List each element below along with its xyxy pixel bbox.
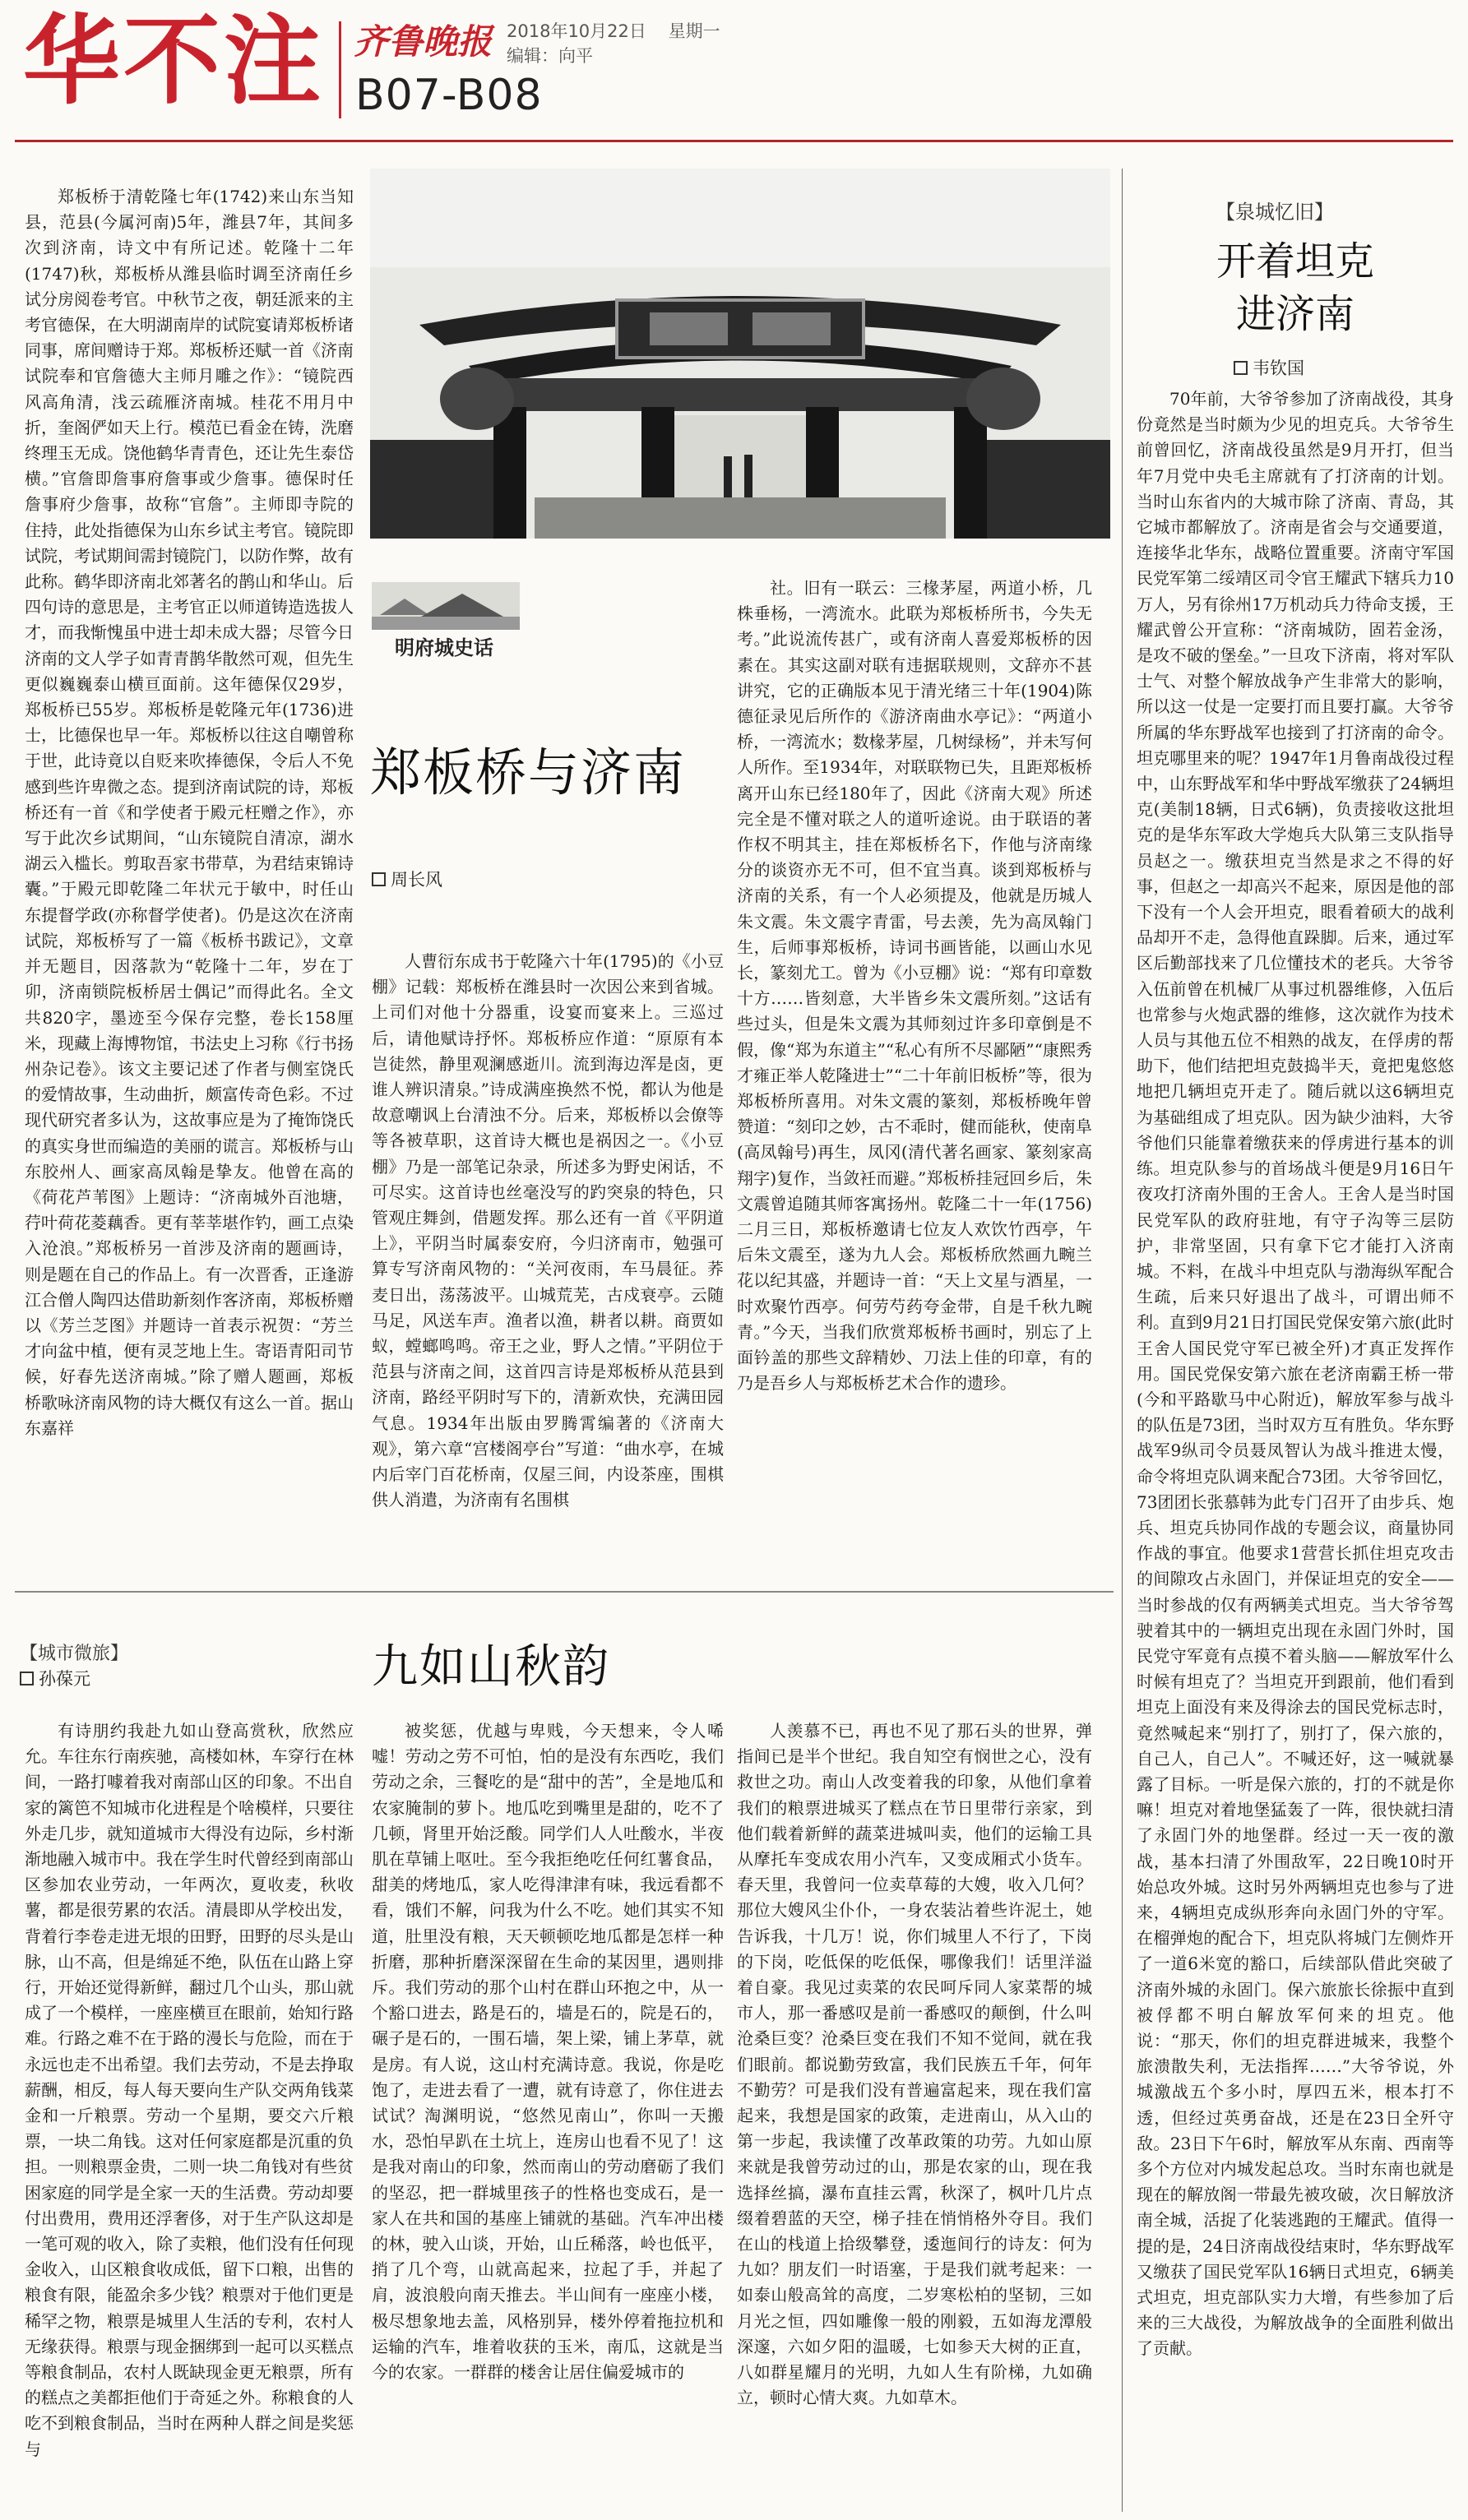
article1-col2-text: 人曹衍东成书于乾隆六十年(1795)的《小豆棚》记载：郑板桥在潍县时一次因公来到省城。上司们对他十分器重，设宴而宴来上。三巡过后，请他赋诗抒怀。郑板桥应作道：“原原有本岂徒然，静里观澜感逝川。流到海边浑是卤，更谁人辨识清泉。”诗成满座换然不悦，都认为他是故意嘲讽上台清浊不分。后来，郑板桥以会僚等等各被草职，这首诗大概也是祸因之一。《小豆棚》乃是一部笔记杂录，所述多为野史闲话，不可尽实。这首诗也丝毫没写的趵突泉的特色，只管观庄舞剑，借题发挥。那么还有一首《平阴道上》，平阴当时属泰安府，今归济南市，勉强可算专写济南风物的：“关河夜雨，车马晨征。荞麦日出，荡荡波平。山城荒芜，古戍衰亭。云随马足，风送车声。渔者以渔，耕者以耕。商贾如蚁，螳螂鸣鸣。帝王之业，野人之情。”平阴位于范县与济南之间，这首四言诗是郑板桥从范县到济南，路经平阴时写下的，清新欢快，充满田园气息。1934年出版由罗腾霄编著的《济南大观》，第六章“宫楼阁亭台”写道：“曲水亭，在城内后宰门百花桥南，仅屋三间，内设茶座，围棋供人消遣，为济南有名围棋 <box>372 951 724 1510</box>
article3-column-2 <box>372 1718 724 2512</box>
column-divider <box>1122 169 1123 2512</box>
byline-square-icon <box>372 872 386 886</box>
article2-title-line1: 开着坦克 <box>1216 238 1374 284</box>
article2-author: 韦钦国 <box>1253 358 1304 378</box>
article2-column-label: 【泉城忆旧】 <box>1216 201 1334 224</box>
date-text: 2018年10月22日 <box>507 21 646 41</box>
article3-column-label: 【城市微旅】 <box>20 1644 129 1664</box>
article2-title-line2: 进济南 <box>1235 291 1355 337</box>
masthead <box>0 0 1468 148</box>
archway-photo-icon <box>370 169 1110 539</box>
article1-column-1 <box>25 184 354 1574</box>
article1-col3-text: 社。旧有一联云：三椽茅屋，两道小桥，几株垂杨，一湾流水。此联为郑板桥所书，今失无考。”此说流传甚广，或有济南人喜爱郑板桥的因素在。其实这副对联有违据联规则，文辞亦不甚讲究，它的正确版本见于清光绪三十年(1904)陈德征录见后所作的《游济南曲水亭记》：“两道小桥，一湾流水；数椽茅屋，几树绿杨”，并未写何人所作。至1934年，对联联物已失，且距郑板桥离开山东已经180年了，因此《济南大观》所述完全是不懂对联之人的道听途说。由于联语的著作权不明其主，挂在郑板桥名下，作他与济南缘分的谈资亦无不可，但不宜当真。谈到郑板桥与济南的关系，有一个人必须提及，他就是历城人朱文震。朱文震字青雷，号去羡，先为高凤翰门生，后师事郑板桥，诗词书画皆能，以画山水见长，篆刻尤工。曾为《小豆棚》说：“郑有印章数十方……皆刻意，大半皆乡朱文震所刻。”这话有些过头，但是朱文震为其师刻过许多印章倒是不假，像“郑为东道主”“私心有所不尽鄙陋”“康熙秀才雍正举人乾隆进士”“二十年前旧板桥”等，很为郑板桥所喜用。对朱文震的篆刻，郑板桥晚年曾赞道：“刻印之妙，古不乖时，健而能秋，使南阜(高凤翰号)再生，凤冈(清代著名画家、篆刻家高翔字)复作，当敛衽而避。”郑板桥挂冠回乡后，朱文震曾追随其师客寓扬州。乾隆二十一年(1756)二月三日，郑板桥邀请七位友人欢饮竹西亭，午后朱文震至，遂为九人会。郑板桥欣然画九畹兰花以纪其盛，并题诗一首：“天上文星与酒星，一时欢聚竹西亭。何劳芍药夸金带，自是千秋九畹青。”今天，当我们欣赏郑板桥书画时，别忘了上面钤盖的那些文辞精妙、刀法上佳的印章，有的乃是吾乡人与郑板桥艺术合作的遗珍。 <box>737 578 1092 1394</box>
article1-col1-text: 郑板桥于清乾隆七年(1742)来山东当知县，范县(今属河南)5年，潍县7年，其间多次到济南，诗文中有所记述。乾隆十二年(1747)秋，郑板桥从潍县临时调至济南任乡试分房阅卷考官。中秋节之夜，朝廷派来的主考官德保，在大明湖南岸的试院宴请郑板桥诸同事，席间赠诗于郑。郑板桥还赋一首《济南试院奉和官詹德大主师月雕之作》：“镜院西风高角清，浅云疏雁济南城。桂花不用月中折，奎阁俨如天上行。模范已看金在铸，洗磨终理玉无成。饶他鹤华青青色，还让先生泰岱横。”官詹即詹事府詹事或少詹事。德保时任詹事府少詹事，故称“官詹”。主师即寺院的住持，此处指德保为山东乡试主考官。镜院即试院，考试期间需封镜院门，以防作弊，故有此称。鹤华即济南北郊著名的鹊山和华山。后四句诗的意思是，主考官正以师道铸造选拔人才，而我惭愧虽中进士却未成大器；尽管今日济南的文人学子如青青鹊华散然可观，但先生更似巍巍泰山横亘面前。这年德保仅29岁，郑板桥已55岁。郑板桥是乾隆元年(1736)进士，比德保也早一年。郑板桥以往这自嘲曾称于世，此诗竟以自贬来吹捧德保，令后人不免感到些许卑微之态。提到济南试院的诗，郑板桥还有一首《和学使者于殿元枉赠之作》，亦写于此次乡试期间，“山东镜院自清凉，湖水湖云入槛长。剪取吾家书带草，为君结束锦诗囊。”于殿元即乾隆二年状元于敏中，时任山东提督学政(亦称督学使者)。仍是这次在济南试院，郑板桥写了一篇《板桥书跋记》，文章并无题目，因落款为“乾隆十二年，岁在丁卯，济南锁院板桥居士偶记”而得此名。全文共820字，墨迹至今保存完整，卷长158厘米，现藏上海博物馆，书法史上习称《行书扬州杂记卷》。该文主要记述了作者与侧室饶氏的爱情故事，生动曲折，颇富传奇色彩。不过现代研究者多认为，这故事应是为了掩饰饶氏的真实身世而编造的美丽的谎言。郑板桥与山东胶州人、画家高凤翰是挚友。他曾在高的《荷花芦苇图》上题诗：“济南城外百池塘，荇叶荷花菱藕香。更有莘莘堪作钓，画工点染入沧浪。”郑板桥另一首涉及济南的题画诗，则是题在自己的作品上。有一次晋香，正逢游江合僧人陶四达借助新刻作客济南，郑板桥赠以《芳兰芝图》并题诗一首表示祝贺：“芳兰才向盆中植，便有灵芝地上生。寄语青阳司节候，好春先送济南城。”除了赠人题画，郑板桥歌咏济南风物的诗大概仅有这么一首。据山东嘉祥 <box>25 187 354 1438</box>
section-divider <box>15 1591 1114 1593</box>
paper-name: 齐鲁晚报 <box>354 21 493 62</box>
lead-photo <box>370 169 1110 539</box>
masthead-divider <box>339 21 341 118</box>
article1-column-2 <box>372 949 724 1574</box>
issue-date <box>507 18 720 43</box>
article3-byline <box>20 1666 90 1690</box>
article3-title: 九如山秋韵 <box>372 1640 610 1694</box>
old-city-thumbnail-icon <box>372 582 520 630</box>
editor-credit: 编辑：向平 <box>507 46 593 66</box>
article2-text: 70年前，大爷爷参加了济南战役，其身份竟然是当时颇为少见的坦克兵。大爷爷生前曾回忆，济南战役虽然是9月开打，但当年7月党中央毛主席就有了打济南的计划。当时山东省内的大城市除了济南、青岛，其它城市都解放了。济南是省会与交通要道，连接华北华东，战略位置重要。济南守军国民党军第二绥靖区司令官王耀武下辖兵力10万人，另有徐州17万机动兵力待命支援，王耀武曾公开宣称：“济南城防，固若金汤，是攻不破的堡垒。”一旦攻下济南，将对军队士气、对整个解放战争产生非常大的影响，所以这一仗是一定要打而且要打赢。大爷爷所属的华东野战军也接到了打济南的命令。坦克哪里来的呢？1947年1月鲁南战役过程中，山东野战军和华中野战军缴获了24辆坦克(美制18辆，日式6辆)，负责接收这批坦克的是华东军政大学炮兵大队第三支队指导员赵之一。缴获坦克当然是求之不得的好事，但赵之一却高兴不起来，原因是他的部下没有一个人会开坦克，眼看着硕大的战利品却开不走，急得他直跺脚。后来，通过军区后勤部找来了几位懂技术的老兵。大爷爷入伍前曾在机械厂从事过机器维修，入伍后也常参与火炮武器的维修，这次就作为技术人员与其他五位不相熟的战友，在俘虏的帮助下，他们结把坦克鼓捣半天，竟把鬼悠悠地把几辆坦克开走了。随后就以这6辆坦克为基础组成了坦克队。因为缺少油料，大爷爷他们只能靠着缴获来的俘虏进行基本的训练。坦克队参与的首场战斗便是9月16日午夜攻打济南外围的王舍人。王舍人是当时国民党军队的政府驻地，有守子沟等三层防护，非常坚固，只有拿下它才能打入济南城。不料，在战斗中坦克队与渤海纵军配合生疏，后来只好退出了战斗，可谓出师不利。直到9月21日打国民党保安第六旅(此时王舍人国民党守军已被全歼)才真正发挥作用。国民党保安第六旅在老济南霸王桥一带(今和平路歇马中心附近)，解放军参与战斗的队伍是73团，当时双方互有胜负。华东野战军9纵司令员聂凤智认为战斗推进太慢，命令将坦克队调来配合73团。大爷爷回忆，73团团长张慕韩为此专门召开了由步兵、炮兵、坦克兵协同作战的专题会议，商量协同作战的事宜。他要求1营营长抓住坦克攻击的间隙攻占永固门，并保证坦克的安全——当时参战的仅有两辆美式坦克。当大爷爷驾驶着其中的一辆坦克出现在永固门外时，国民党守军竟有点摸不着头脑——解放军什么时候有坦克了？当坦克开到跟前，他们看到坦克上面没有来及得涂去的国民党标志时，竟然喊起来“别打了，别打了，保六旅的，自己人，自己人”。不喊还好，这一喊就暴露了目标。一听是保六旅的，打的不就是你嘛！坦克对着地堡猛轰了一阵，很快就扫清了永固门外的地堡群。经过一天一夜的激战，基本扫清了外围敌军，22日晚10时开始总攻外城。这时另外两辆坦克也参与了进来，4辆坦克成纵形奔向永固门外的守军。在榴弹炮的配合下，坦克队将城门左侧炸开了一道6米宽的豁口，后续部队借此突破了济南外城的永固门。保六旅旅长徐振中直到被俘都不明白解放军何来的坦克。他说：“那天，你们的坦克群进城来，我整个旅溃散失利，无法指挥……”大爷爷说，外城激战五个多小时，厚四五米，根本打不透，但经过英勇奋战，还是在23日全歼守敌。23日下午6时，解放军从东南、西南等多个方位对内城发起总攻。当时东南也就是现在的解放阁一带最先被攻破，次日解放济南全城，活捉了化装逃跑的王耀武。值得一提的是，24日济南战役结束时，华东野战军又缴获了国民党军队16辆日式坦克，6辆美式坦克，坦克部队实力大增，有些参加了后来的三大战役，为解放战争的全面胜利做出了贡献。 <box>1137 389 1454 2359</box>
article3-column-3 <box>737 1718 1092 2512</box>
history-column-badge <box>372 582 520 659</box>
byline-square-icon <box>20 1672 34 1685</box>
article2-body <box>1137 386 1454 2512</box>
article3-col1-text: 有诗朋约我赴九如山登高赏秋，欣然应允。车往东行南疾驰，高楼如林，车穿行在林间，一路打噱着我对南部山区的印象。不出自家的篱笆不知城市化进程是个啥模样，只要往外走几步，就知道城市大得没有边际，乡村渐渐地融入城市中。我在学生时代曾经到南部山区参加农业劳动，一年两次，夏收麦，秋收薯，都是很劳累的农活。清晨即从学校出发，背着行李卷走进无垠的田野，田野的尽头是山脉，山不高，但是绵延不绝，队伍在山路上穿行，开始还觉得新鲜，翻过几个山头，那山就成了一个模样，一座座横亘在眼前，始知行路难。行路之难不在于路的漫长与危险，而在于永远也走不出希望。我们去劳动，不是去挣取薪酬，相反，每人每天要向生产队交两角钱菜金和一斤粮票。劳动一个星期，要交六斤粮票，一块二角钱。这对任何家庭都是沉重的负担。一则粮票金贵，二则一块二角钱对有些贫困家庭的同学是全家一天的生活费。劳动却要付出费用，费用还浮奢侈，对于生产队这却是一笔可观的收入，除了卖粮，他们没有任何现金收入，山区粮食收成低，留下口粮，出售的粮食有限，能盈余多少钱？粮票对于他们更是稀罕之物，粮票是城里人生活的专利，农村人无缘获得。粮票与现金捆绑到一起可以买糕点等粮食制品，农村人既缺现金更无粮票，所有的糕点之美都拒他们于奇延之外。称粮食的人吃不到粮食制品，当时在两种人群之间是奖惩与 <box>25 1721 354 2459</box>
article1-byline <box>372 867 442 891</box>
page-numbers: B07-B08 <box>355 71 543 120</box>
weekday-text: 星期一 <box>668 21 720 41</box>
article1-column-3 <box>737 576 1092 1574</box>
byline-square-icon <box>1234 361 1248 375</box>
article1-title: 郑板桥与济南 <box>370 742 687 802</box>
article3-author: 孙葆元 <box>39 1669 90 1689</box>
article2-byline <box>1234 355 1304 380</box>
article1-author: 周长风 <box>391 870 442 890</box>
article2-title <box>1135 235 1456 340</box>
masthead-rule <box>15 140 1453 142</box>
section-title: 华不注 <box>23 4 325 118</box>
article3-col3-text: 人羡慕不已，再也不见了那石头的世界，弹指间已是半个世纪。我自知空有悯世之心，没有救世之功。南山人改变着我的印象，从他们拿着我们的粮票进城买了糕点在节日里带行亲家，到他们载着新鲜的蔬菜进城叫卖，他们的运输工具从摩托车变成农用小汽车，又变成厢式小货车。春天里，我曾问一位卖草莓的大嫂，收入几何？那位大嫂风尘仆仆，一身农装沾着些许泥土，她告诉我，十几万！说，你们城里人不行了，下岗的下岗，吃低保的吃低保，哪像我们！话里洋溢着自豪。我见过卖菜的农民呵斥同人家菜帮的城市人，那一番感叹是前一番感叹的颠倒，什么叫沧桑巨变？沧桑巨变在我们不知不觉间，就在我们眼前。都说勤劳致富，我们民族五千年，何年不勤劳？可是我们没有普遍富起来，现在我们富起来，我想是国家的政策，走进南山，从入山的第一步起，我读懂了改革政策的功劳。九如山原来就是我曾劳动过的山，那是农家的山，现在我选择丝搞，瀑布直挂云霄，秋深了，枫叶几片点缀着碧蓝的天空，梯子挂在悄悄格外夺目。我们在山的栈道上拾级攀登，逶迤间行的诗友：何为九如？朋友们一时语塞，于是我们就考起来：一如泰山般高耸的高度，二岁寒松柏的坚韧，三如月光之恒，四如雕像一般的刚毅，五如海龙潭般深邃，六如夕阳的温暖，七如参天大树的正直，八如群星耀月的光明，九如人生有阶梯，九如确立，顿时心情大爽。九如草木。 <box>737 1721 1092 2408</box>
article3-col2-text: 被奖惩，优越与卑贱，今天想来，令人唏嘘！劳动之劳不可怕，怕的是没有东西吃，我们劳动之余，三餐吃的是“甜中的苦”，全是地瓜和农家腌制的萝卜。地瓜吃到嘴里是甜的，吃不了几顿，肾里开始泛酸。同学们人人吐酸水，半夜肌在草铺上呕吐。至今我拒绝吃任何红薯食品，甜美的烤地瓜，家人吃得津津有味，我远看都不看，饿们不解，问我为什么不吃。她们其实不知道，肚里没有粮，天天顿顿吃地瓜都是怎样一种折磨，那种折磨深深留在生命的某因里，遇则排斥。我们劳动的那个山村在群山环抱之中，从一个豁口进去，路是石的，墙是石的，院是石的，碾子是石的，一围石墙，架上梁，铺上茅草，就是房。有人说，这山村充满诗意。我说，你是吃饱了，走进去看了一遭，就有诗意了，你住进去试试？淘渊明说，“悠然见南山”，你叫一天搬水，恐怕早趴在土坑上，连房山也看不见了！这是我对南山的印象，然而南山的劳动磨砺了我们的坚忍，把一群城里孩子的性格也变成石，是一家人在共和国的基座上铺就的基础。汽车冲出楼的林，驶入山谈，开始，山丘稀落，岭也低平，捎了几个弯，山就高起来，拉起了手，并起了肩，波浪般向南天推去。半山间有一座座小楼，极尽想象地去盖，风格别异，楼外停着拖拉机和运输的汽车，堆着收获的玉米，南瓜，这就是当今的农家。一群群的楼舍让居住偏爱城市的 <box>372 1721 724 2383</box>
article3-column-1 <box>25 1718 354 2512</box>
history-column-label: 明府城史话 <box>395 636 493 659</box>
